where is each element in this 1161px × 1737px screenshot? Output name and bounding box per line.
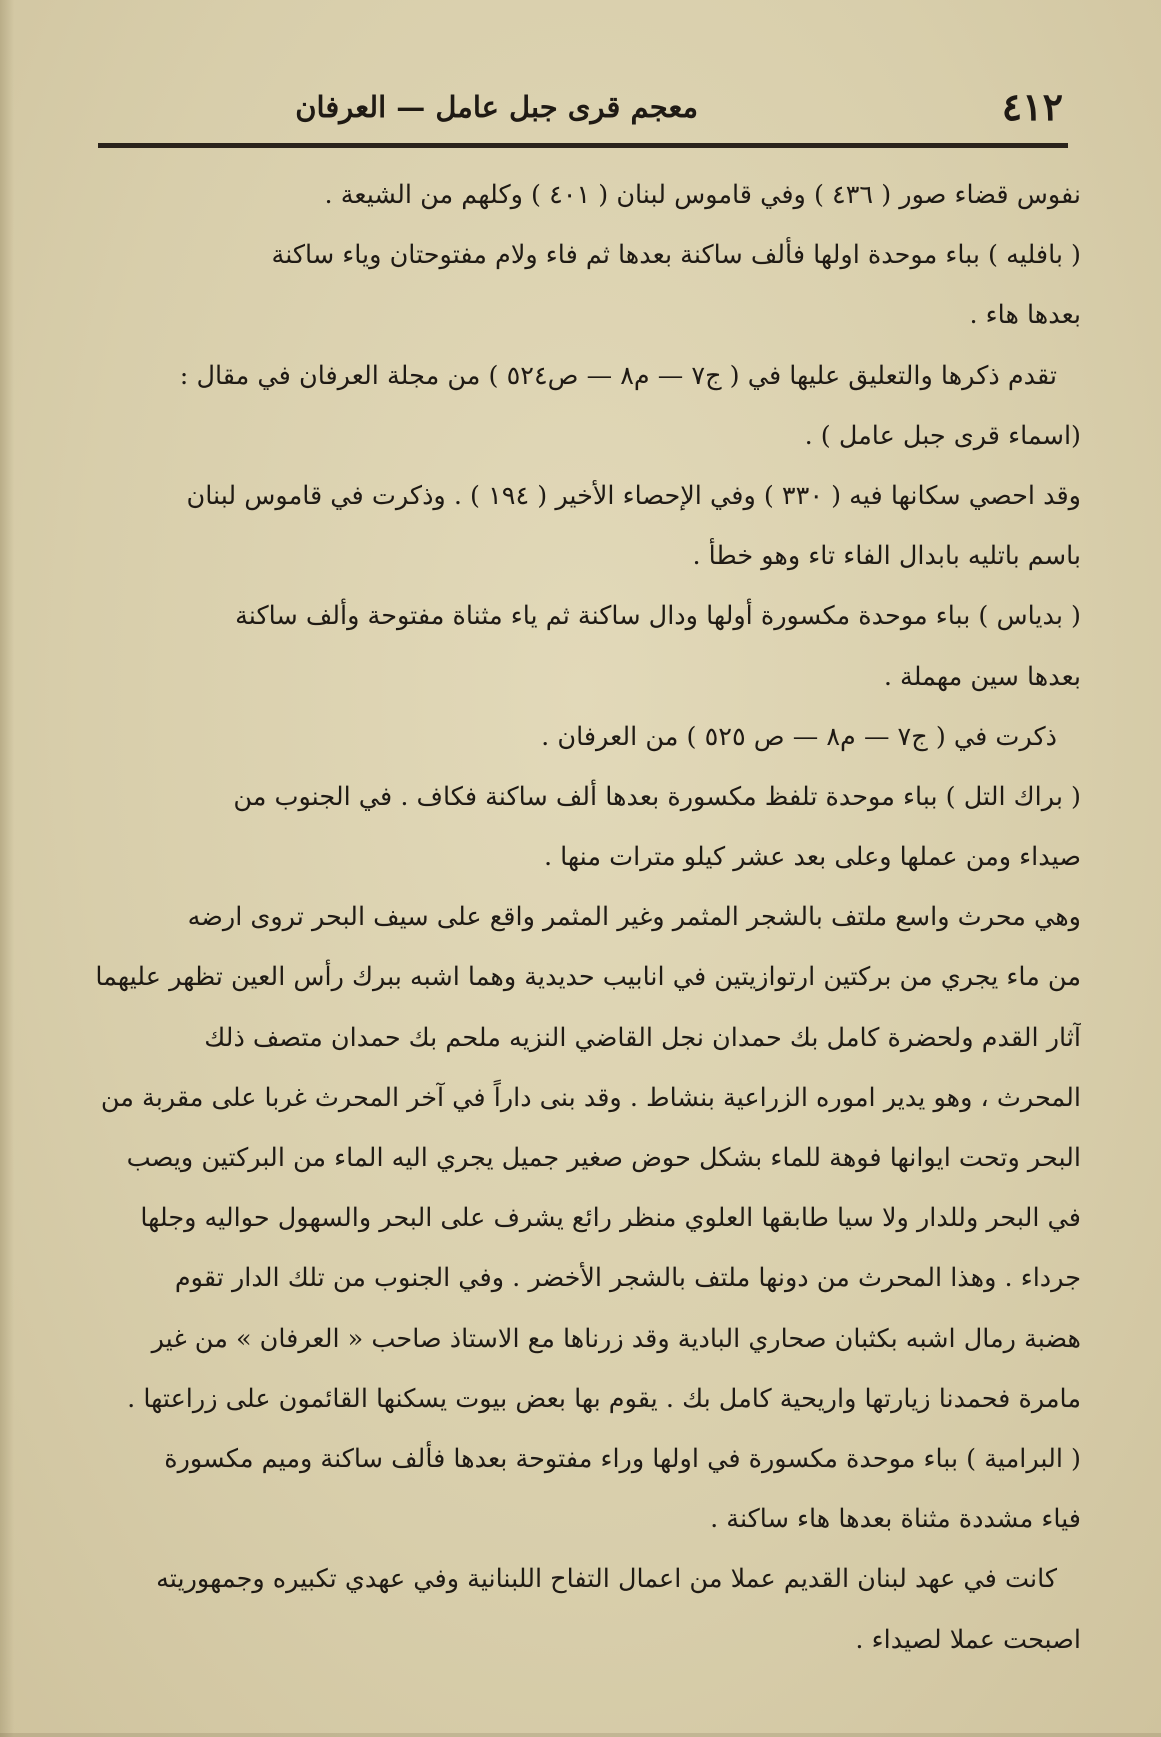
text-line: بعدها هاء . [969, 300, 1081, 331]
text-line: باسم باتليه بابدال الفاء تاء وهو خطأ . [692, 541, 1081, 572]
text-line: ( براك التل ) بباء موحدة تلفظ مكسورة بعدها ألف ساكنة فكاف . في الجنوب من [233, 781, 1081, 812]
text-line: المحرث ، وهو يدير اموره الزراعية بنشاط . وقد بنى داراً في آخر المحرث غربا على مقربة من [100, 1082, 1081, 1113]
text-line: ( بافليه ) بباء موحدة اولها فألف ساكنة بعدها ثم فاء ولام مفتوحتان وياء ساكنة [271, 240, 1081, 271]
text-line: جرداء . وهذا المحرث من دونها ملتف بالشجر الأخضر . وفي الجنوب من تلك الدار تقوم [174, 1263, 1081, 1294]
header-rule [98, 143, 1068, 148]
page-edge-shadow [0, 0, 14, 1737]
text-line: من ماء يجري من بركتين ارتوازيتين في انابيب حديدية وهما اشبه ببرك رأس العين تظهر عليهما [95, 962, 1081, 993]
text-line: في البحر وللدار ولا سيا طابقها العلوي منظر رائع يشرف على البحر والسهول حواليه وجلها [140, 1203, 1081, 1234]
text-line: ( بدياس ) بباء موحدة مكسورة أولها ودال ساكنة ثم ياء مثناة مفتوحة وألف ساكنة [235, 601, 1081, 632]
text-line: آثار القدم ولحضرة كامل بك حمدان نجل القاضي النزيه ملحم بك حمدان متصف ذلك [204, 1022, 1081, 1053]
text-line: تقدم ذكرها والتعليق عليها في ( ج٧ — م٨ — ص٥٢٤ ) من مجلة العرفان في مقال : [179, 360, 1057, 391]
text-line: بعدها سين مهملة . [883, 661, 1081, 692]
text-line: وهي محرث واسع ملتف بالشجر المثمر وغير المثمر واقع على سيف البحر تروى ارضه [187, 902, 1081, 933]
text-line: مامرة فحمدنا زيارتها واريحية كامل بك . يقوم بها بعض بيوت يسكنها القائمون على زراعتها . [127, 1383, 1081, 1414]
page-header [98, 82, 1063, 132]
running-title: معجم قرى جبل عامل — العرفان [295, 90, 698, 124]
text-line: كانت في عهد لبنان القديم عملا من اعمال التفاح اللبنانية وفي عهدي تكبيره وجمهوريته [156, 1564, 1057, 1595]
text-line: ذكرت في ( ج٧ — م٨ — ص ٥٢٥ ) من العرفان . [541, 721, 1057, 752]
text-line: ( البرامية ) بباء موحدة مكسورة في اولها وراء مفتوحة بعدها فألف ساكنة وميم مكسورة [164, 1443, 1081, 1474]
text-line: هضبة رمال اشبه بكثبان صحاري البادية وقد زرناها مع الاستاذ صاحب « العرفان » من غير [151, 1323, 1081, 1354]
page-number: ٤١٢ [1001, 84, 1063, 129]
text-line: (اسماء قرى جبل عامل ) . [804, 420, 1081, 451]
text-line: البحر وتحت ايوانها فوهة للماء بشكل حوض صغير جميل يجري اليه الماء من البركتين ويصب [126, 1143, 1081, 1173]
text-line: فياء مشددة مثناة بعدها هاء ساكنة . [710, 1504, 1081, 1535]
text-line: وقد احصي سكانها فيه ( ٣٣٠ ) وفي الإحصاء الأخير ( ١٩٤ ) . وذكرت في قاموس لبنان [186, 480, 1081, 511]
text-line: اصبحت عملا لصيداء . [855, 1624, 1081, 1655]
text-line: صيداء ومن عملها وعلى بعد عشر كيلو مترات منها . [543, 842, 1081, 873]
bottom-edge-shadow [0, 1733, 1161, 1737]
body-text [86, 165, 1081, 1670]
text-line: نفوس قضاء صور ( ٤٣٦ ) وفي قاموس لبنان ( ٤٠١ ) وكلهم من الشيعة . [324, 180, 1081, 210]
